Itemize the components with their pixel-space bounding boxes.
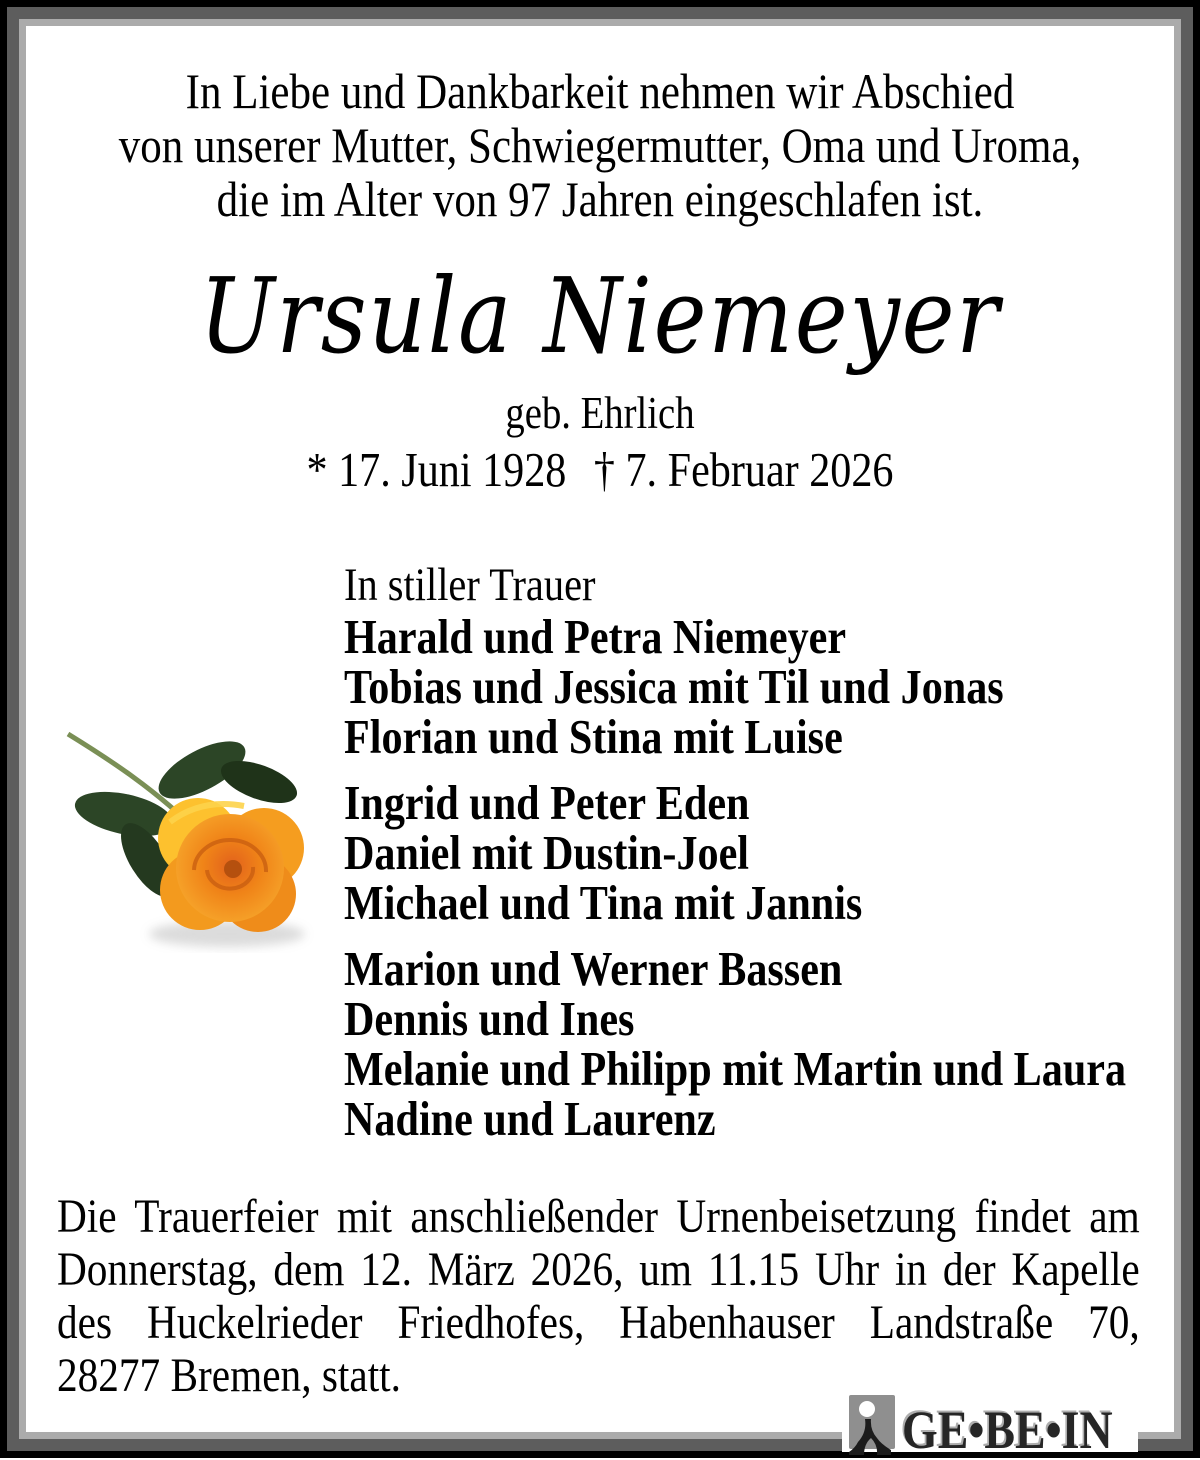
mourner-line: Melanie und Philipp mit Martin und Laura [344,1041,1127,1096]
rose-illustration [52,718,320,953]
funeral-line: Donnerstag, dem 12. März 2026, um 11.15 Uhr in der Kapelle [57,1243,1140,1296]
mourner-line: Marion und Werner Bassen [344,941,843,996]
funeral-line: Die Trauerfeier mit anschließender Urnenbeisetzung findet am [57,1190,1140,1243]
intro-paragraph [84,64,1116,226]
gebein-figure-icon [848,1394,896,1456]
intro-line: von unserer Mutter, Schwiegermutter, Oma und Uroma, [118,117,1082,173]
maiden-name: geb. Ehrlich [505,388,695,438]
death-date: † 7. Februar 2026 [593,442,894,497]
mourner-line: Florian und Stina mit Luise [344,709,843,764]
mourner-line: Nadine und Laurenz [344,1091,716,1146]
mourner-line: Michael und Tina mit Jannis [344,875,863,930]
funeral-info-paragraph [57,1190,1140,1402]
deceased-name: Ursula Niemeyer [199,255,1001,377]
intro-line: die im Alter von 97 Jahren eingeschlafen ist. [216,171,984,227]
orange-rose-photo [52,718,320,953]
mourner-group [344,609,1126,764]
intro-line: In Liebe und Dankbarkeit nehmen wir Abschied [185,63,1015,119]
gebein-logo-text: GE•BE•IN [902,1400,1113,1460]
mourner-line: Harald und Petra Niemeyer [344,609,847,664]
mourner-line: Dennis und Ines [344,991,635,1046]
life-dates [84,442,1116,498]
mourner-line: Tobias und Jessica mit Til und Jonas [344,659,1004,714]
mourner-line: Ingrid und Peter Eden [344,775,750,830]
gebein-logo [842,1386,1138,1460]
mourner-line: Daniel mit Dustin-Joel [344,825,750,880]
funeral-line: des Huckelrieder Friedhofes, Habenhauser Landstraße 70, [57,1296,1140,1349]
mourners-section [344,560,1126,1144]
mourner-group [344,941,1127,1146]
mourning-heading: In stiller Trauer [344,559,596,611]
mourner-group [344,775,1126,930]
birth-date: * 17. Juni 1928 [306,442,567,497]
funeral-line: 28277 Bremen, statt. [57,1349,401,1402]
